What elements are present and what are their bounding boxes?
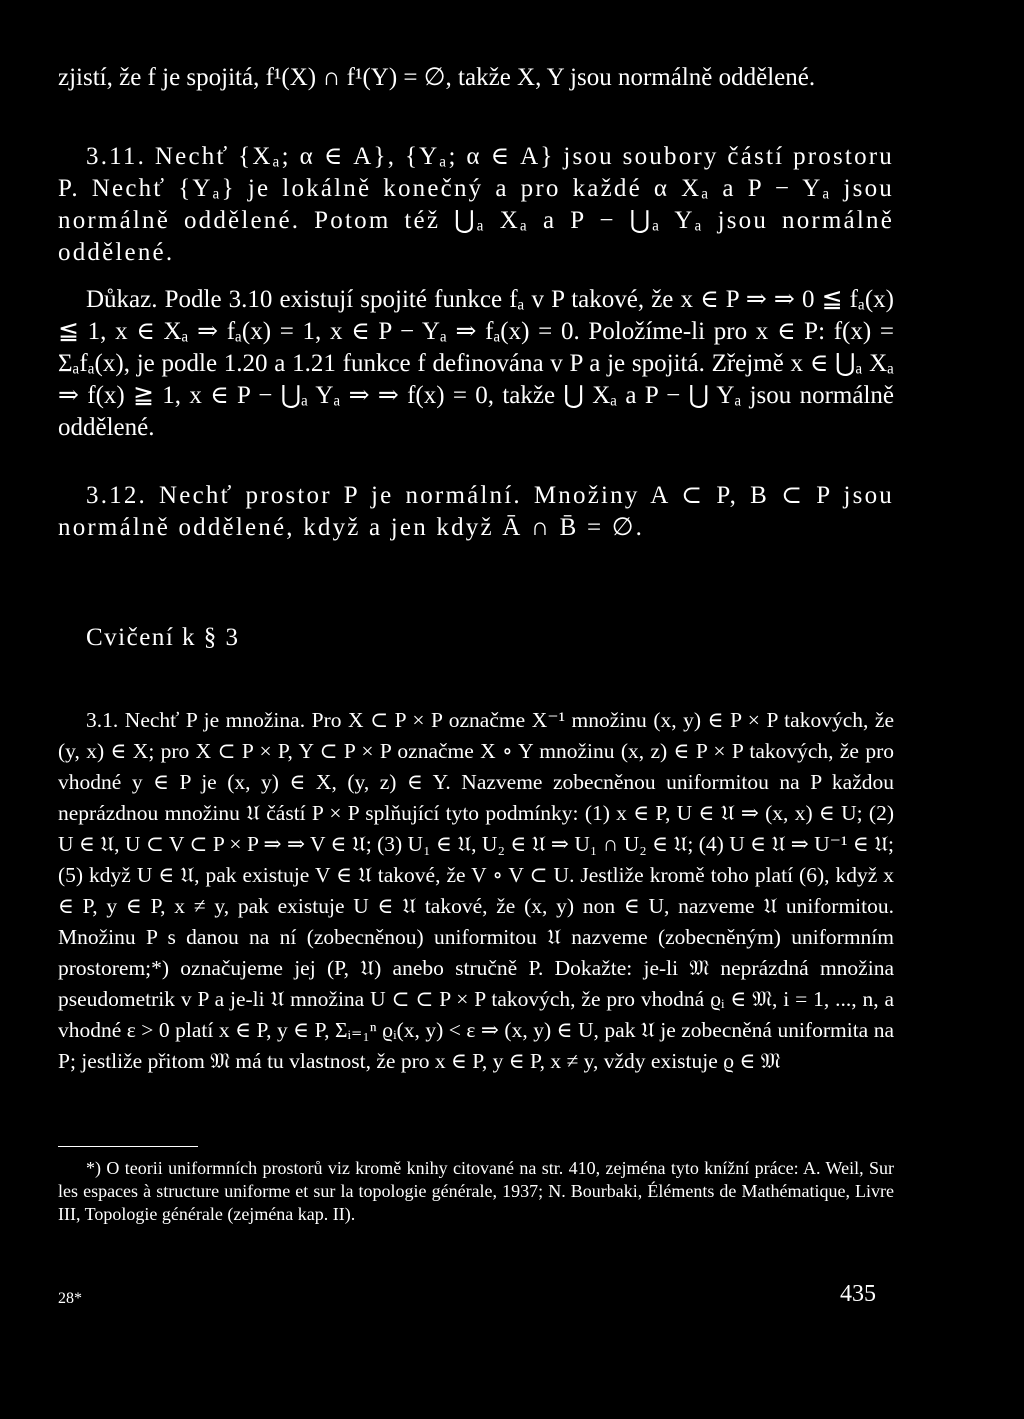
proof-paragraph: Důkaz. Podle 3.10 existují spojité funkce fₐ v P takové, že x ∈ P ⇒ ⇒ 0 ≦ fₐ(x) ≦ 1, x ∈ Xₐ ⇒ fₐ(x) = 1, x ∈ P − Yₐ ⇒ fₐ(x) = 0. Položíme-li pro x ∈ P: f(x) = Σₐfₐ(x), je podle 1.20 a 1.21 funkce f definována v P a je spojitá. Zřejmě x ∈ ⋃ₐ Xₐ ⇒ f(x) ≧ 1, x ∈ P − ⋃ₐ Yₐ ⇒ ⇒ f(x) = 0, takže ⋃ Xₐ a P − ⋃ Yₐ jsou normálně oddělené. bbox=[58, 286, 894, 441]
theorem-3-12: 3.12. Nechť prostor P je normální. Množiny A ⊂ P, B ⊂ P jsou normálně oddělené, když a jen když Ā ∩ B̄ = ∅. bbox=[58, 482, 894, 541]
theorem-3-11: 3.11. Nechť {Xₐ; α ∈ A}, {Yₐ; α ∈ A} jsou soubory částí prostoru P. Nechť {Yₐ} je lokálně konečný a pro každé α Xₐ a P − Yₐ jsou normálně oddělené. Potom též ⋃ₐ Xₐ a P − ⋃ₐ Yₐ jsou normálně oddělené. bbox=[58, 143, 894, 266]
continuation-paragraph: zjistí, že f je spojitá, f¹(X) ∩ f¹(Y) = ∅, takže X, Y jsou normálně oddělené. bbox=[58, 64, 816, 91]
exercise-3-1: 3.1. Nechť P je množina. Pro X ⊂ P × P označme X⁻¹ množinu (x, y) ∈ P × P takových, že (y, x) ∈ X; pro X ⊂ P × P, Y ⊂ P × P označme X ∘ Y množinu (x, z) ∈ P × P takových, že pro vhodné y ∈ P je (x, y) ∈ X, (y, z) ∈ Y. Nazveme zobecněnou uniformitou na P každou neprázdnou množinu 𝔘 částí P × P splňující tyto podmínky: (1) x ∈ P, U ∈ 𝔘 ⇒ (x, x) ∈ U; (2) U ∈ 𝔘, U ⊂ V ⊂ P × P ⇒ ⇒ V ∈ 𝔘; (3) U₁ ∈ 𝔘, U₂ ∈ 𝔘 ⇒ U₁ ∩ U₂ ∈ 𝔘; (4) U ∈ 𝔘 ⇒ U⁻¹ ∈ 𝔘; (5) když U ∈ 𝔘, pak existuje V ∈ 𝔘 takové, že V ∘ V ⊂ U. Jestliže kromě toho platí (6), když x ∈ P, y ∈ P, x ≠ y, pak existuje U ∈ 𝔘 takové, že (x, y) non ∈ U, nazveme 𝔘 uniformitou. Množinu P s danou na ní (zobecněnou) uniformitou 𝔘 nazveme (zobecněným) uniformním prostorem;*) označujeme jej (P, 𝔘) anebo stručně P. Dokažte: je-li 𝔐 neprázdná množina pseudometrik v P a je-li 𝔘 množina U ⊂ ⊂ P × P takových, že pro vhodná ϱᵢ ∈ 𝔐, i = 1, ..., n, a vhodné ε > 0 platí x ∈ P, y ∈ P, Σᵢ₌₁ⁿ ϱᵢ(x, y) < ε ⇒ (x, y) ∈ U, pak 𝔘 je zobecněná uniformita na P; jestliže přitom 𝔐 má tu vlastnost, že pro x ∈ P, y ∈ P, x ≠ y, vždy existuje ϱ ∈ 𝔐 bbox=[58, 708, 894, 1073]
footnote: *) O teorii uniformních prostorů viz kromě knihy citované na str. 410, zejména tyto knížní práce: A. Weil, Sur les espaces à structure uniforme et sur la topologie générale, 1937; N. Bourbaki, Éléments de Mathématique, Livre III, Topologie générale (zejména kap. II). bbox=[58, 1158, 894, 1224]
section-heading: Cvičení k § 3 bbox=[86, 624, 240, 651]
footnote-divider bbox=[58, 1146, 198, 1147]
page-number: 435 bbox=[840, 1281, 876, 1307]
printer-signature: 28* bbox=[58, 1290, 82, 1307]
